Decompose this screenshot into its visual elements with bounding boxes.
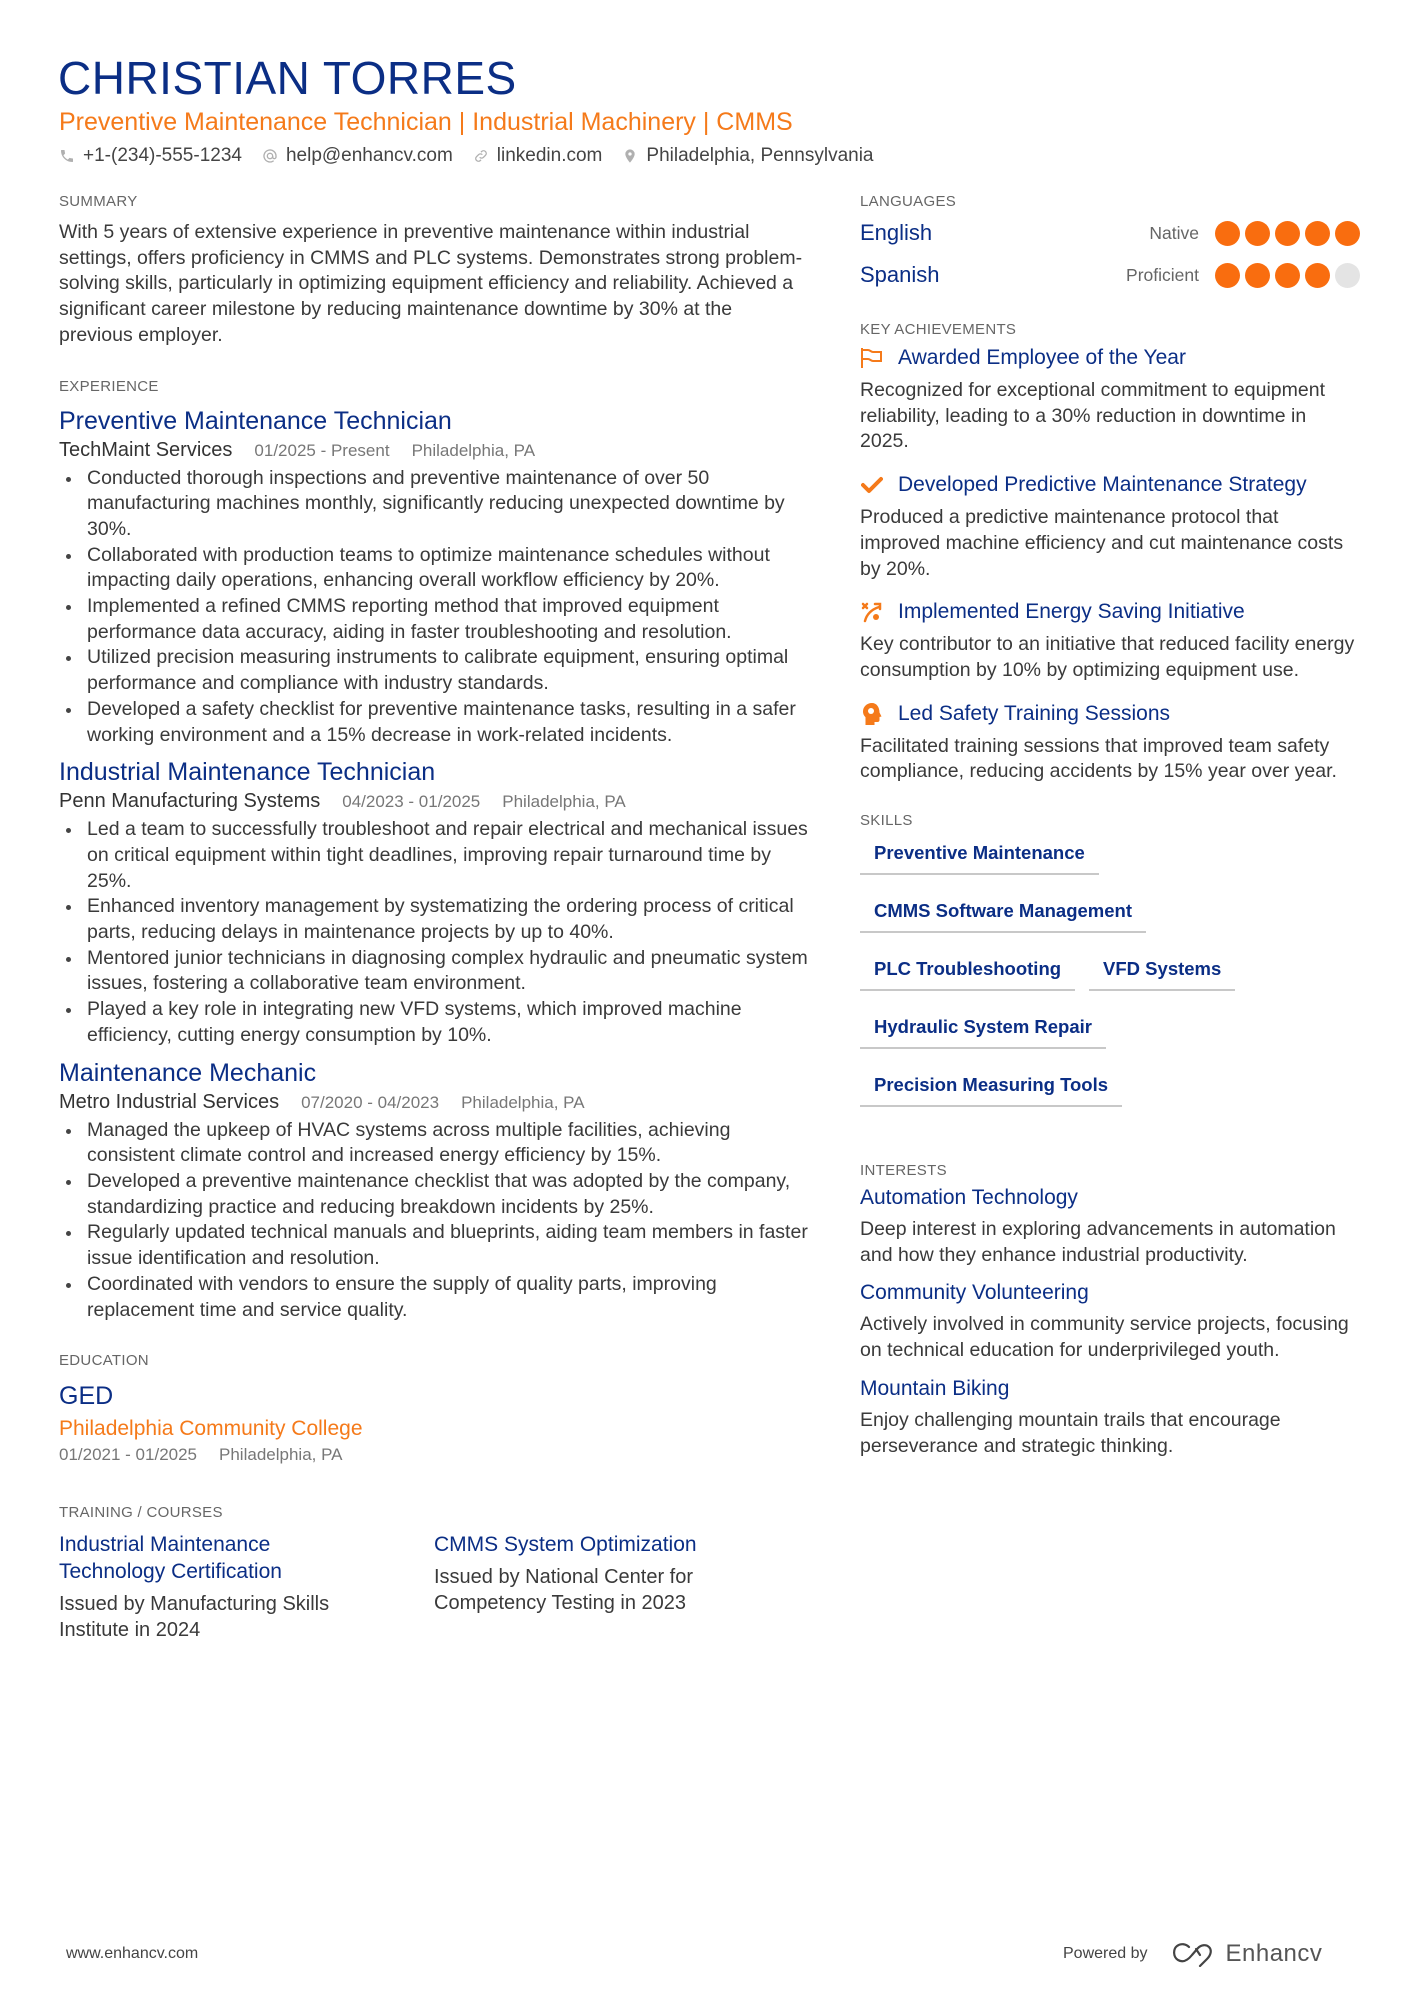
- rating-dot-filled: [1215, 221, 1240, 246]
- language-level: Native: [1149, 222, 1199, 243]
- footer-branding: [1063, 1940, 1322, 1968]
- right-column: [860, 192, 1360, 1469]
- interest-item: [860, 1183, 1360, 1268]
- link-icon: [473, 148, 489, 164]
- bullet-item: Collaborated with production teams to optimize maintenance schedules without impacting daily operations, enhancing overall workflow efficiency by 20%.: [59, 543, 809, 594]
- left-column: [59, 192, 809, 1643]
- language-name: Spanish: [860, 262, 940, 287]
- rating-dot-filled: [1335, 221, 1360, 246]
- bullet-item: Developed a preventive maintenance checklist that was adopted by the company, standardizing practice and reducing breakdown incidents by 25%.: [59, 1169, 809, 1220]
- language-item: [860, 254, 1360, 296]
- education-degree: GED: [59, 1382, 114, 1411]
- achievement-head: [860, 596, 1360, 628]
- section-title: KEY ACHIEVEMENTS: [860, 321, 1017, 338]
- course-item: [434, 1531, 809, 1643]
- bullet-item: Coordinated with vendors to ensure the supply of quality parts, improving replacement time and service quality.: [59, 1272, 809, 1323]
- skill-tag: CMMS Software Management: [860, 893, 1146, 933]
- section-title: EDUCATION: [59, 1352, 149, 1370]
- education-school: Philadelphia Community College: [59, 1417, 363, 1441]
- phone-text: +1-(234)-555-1234: [83, 145, 242, 166]
- job-entry: [59, 405, 809, 749]
- skill-tag: Preventive Maintenance: [860, 835, 1099, 875]
- language-name: English: [860, 220, 933, 245]
- training-section: [59, 1503, 809, 1643]
- contact-phone: [59, 143, 242, 169]
- bullet-item: Enhanced inventory management by systematizing the ordering process of critical parts, reducing delays in maintenance projects by up to 40%.: [59, 894, 809, 945]
- summary-text: With 5 years of extensive experience in preventive maintenance within industrial settings, offers proficiency in CMMS and PLC systems. Demonstrates strong problem-solving skills, particularly in optimizing equipment efficiency and reliability. Achieved a significant career milestone by reducing maintenance downtime by 30% at the previous employer.: [59, 221, 803, 346]
- email-text: help@enhancv.com: [285, 145, 453, 166]
- rating-dot-filled: [1245, 263, 1270, 288]
- achievement-title: Implemented Energy Saving Initiative: [898, 600, 1245, 624]
- bullet-item: Implemented a refined CMMS reporting method that improved equipment performance data accuracy, aiding in faster troubleshooting and resolution.: [59, 594, 809, 645]
- skill-tag: Precision Measuring Tools: [860, 1067, 1122, 1107]
- section-title: INTERESTS: [860, 1162, 947, 1180]
- bullet-item: Led a team to successfully troubleshoot and repair electrical and mechanical issues on critical equipment within tight deadlines, improving repair turnaround time by 25%.: [59, 817, 809, 894]
- job-dates: 07/2020 - 04/2023: [301, 1092, 440, 1112]
- job-entry: [59, 756, 809, 1048]
- interest-title: Community Volunteering: [860, 1281, 1089, 1305]
- course-title: Industrial Maintenance Technology Certification: [59, 1533, 282, 1584]
- course-item: [59, 1531, 434, 1643]
- candidate-name: CHRISTIAN TORRES: [58, 52, 517, 104]
- candidate-headline: Preventive Maintenance Technician | Industrial Machinery | CMMS: [59, 108, 793, 136]
- job-dates: 01/2025 - Present: [254, 440, 390, 460]
- job-bullets: [59, 1118, 809, 1324]
- job-bullets: [59, 817, 809, 1048]
- company-name: Metro Industrial Services: [59, 1090, 280, 1113]
- achievement-title: Awarded Employee of the Year: [898, 346, 1186, 369]
- language-rating: [1215, 221, 1360, 246]
- achievement-item: [860, 596, 1360, 683]
- bullet-item: Mentored junior technicians in diagnosing complex hydraulic and pneumatic system issues, fostering a collaborative team environment.: [59, 946, 809, 997]
- rating-dot-filled: [1215, 263, 1240, 288]
- head-idea-icon: [860, 702, 884, 726]
- flag-icon: [860, 346, 884, 370]
- job-bullets: [59, 466, 809, 749]
- rating-dot-empty: [1335, 263, 1360, 288]
- skills-section: [860, 811, 1360, 1125]
- skill-tag: VFD Systems: [1089, 951, 1235, 991]
- achievement-item: [860, 469, 1360, 582]
- section-title: SUMMARY: [59, 193, 138, 210]
- rating-dot-filled: [1275, 221, 1300, 246]
- languages-section: [860, 192, 1360, 296]
- experience-section: [59, 377, 809, 1324]
- achievement-head: [860, 698, 1360, 730]
- job-title: Maintenance Mechanic: [59, 1058, 317, 1087]
- skill-tag: PLC Troubleshooting: [860, 951, 1075, 991]
- achievement-title: Led Safety Training Sessions: [898, 701, 1170, 725]
- at-icon: [262, 148, 278, 164]
- job-location: Philadelphia, PA: [502, 792, 626, 812]
- checkmark-icon: [860, 473, 884, 497]
- education-dates: 01/2021 - 01/2025: [59, 1445, 198, 1465]
- job-location: Philadelphia, PA: [411, 440, 536, 460]
- contact-linkedin[interactable]: [473, 143, 603, 169]
- achievement-desc: Facilitated training sessions that improved team safety compliance, reducing accidents by 15% year over year.: [860, 734, 1337, 783]
- company-name: TechMaint Services: [59, 438, 233, 461]
- interests-section: [860, 1161, 1360, 1459]
- job-dates: 04/2023 - 01/2025: [342, 792, 481, 812]
- job-entry: [59, 1057, 809, 1324]
- enhancv-logo-icon: [1172, 1941, 1218, 1967]
- course-desc: Issued by National Center for Competency Testing in 2023: [434, 1566, 694, 1615]
- location-pin-icon: [622, 148, 638, 164]
- job-title: Preventive Maintenance Technician: [59, 406, 452, 435]
- interest-desc: Actively involved in community service projects, focusing on technical education for underprivileged youth.: [860, 1313, 1349, 1362]
- bullet-item: Developed a safety checklist for preventive maintenance tasks, resulting in a safer working environment and a 15% decrease in work-related incidents.: [59, 697, 809, 748]
- rating-dot-filled: [1245, 221, 1270, 246]
- rating-dot-filled: [1275, 263, 1300, 288]
- education-location: Philadelphia, PA: [219, 1445, 343, 1465]
- achievement-desc: Key contributor to an initiative that reduced facility energy consumption by 10% by optimizing equipment use.: [860, 633, 1355, 681]
- summary-section: [59, 192, 809, 349]
- job-meta: [59, 437, 809, 464]
- job-location: Philadelphia, PA: [461, 1092, 585, 1112]
- bullet-item: Conducted thorough inspections and preventive maintenance of over 50 manufacturing machines monthly, significantly reducing unexpected downtime by 30%.: [59, 466, 809, 543]
- education-meta: [59, 1443, 809, 1467]
- course-title: CMMS System Optimization: [434, 1533, 697, 1557]
- bullet-item: Regularly updated technical manuals and blueprints, aiding team members in faster issue identification and resolution.: [59, 1220, 809, 1271]
- skill-tag: Hydraulic System Repair: [860, 1009, 1106, 1049]
- rating-dot-filled: [1305, 221, 1330, 246]
- interest-desc: Deep interest in exploring advancements in automation and how they enhance industrial productivity.: [860, 1218, 1336, 1266]
- bullet-item: Utilized precision measuring instruments to calibrate equipment, ensuring optimal performance and compliance with industry standards.: [59, 645, 809, 696]
- courses-list: [59, 1531, 809, 1643]
- phone-icon: [59, 148, 75, 164]
- language-item: [860, 212, 1360, 254]
- achievement-head: [860, 469, 1360, 501]
- achievement-title: Developed Predictive Maintenance Strategy: [898, 473, 1307, 497]
- location-text: Philadelphia, Pennsylvania: [646, 145, 874, 166]
- interest-item: [860, 1278, 1360, 1363]
- brand-logo[interactable]: [1172, 1940, 1323, 1968]
- language-level: Proficient: [1126, 264, 1199, 285]
- contact-email[interactable]: [262, 143, 453, 169]
- company-name: Penn Manufacturing Systems: [59, 790, 321, 813]
- interest-desc: Enjoy challenging mountain trails that encourage perseverance and strategic thinking.: [860, 1408, 1281, 1457]
- rating-dot-filled: [1305, 263, 1330, 288]
- brand-name: Enhancv: [1225, 1940, 1323, 1967]
- section-title: LANGUAGES: [860, 193, 957, 210]
- achievements-section: [860, 320, 1360, 785]
- bullet-item: Played a key role in integrating new VFD systems, which improved machine efficiency, cutting energy consumption by 10%.: [59, 997, 809, 1048]
- education-section: [59, 1351, 809, 1467]
- contact-row: [59, 143, 874, 169]
- language-rating: [1215, 263, 1360, 288]
- achievement-head: [860, 342, 1360, 374]
- section-title: EXPERIENCE: [59, 377, 159, 395]
- bullet-item: Managed the upkeep of HVAC systems across multiple facilities, achieving consistent climate control and increased energy efficiency by 15%.: [59, 1118, 809, 1169]
- interest-title: Mountain Biking: [860, 1376, 1010, 1400]
- achievement-item: [860, 342, 1360, 455]
- achievement-desc: Recognized for exceptional commitment to equipment reliability, leading to a 30% reduction in downtime in 2025.: [860, 379, 1325, 453]
- skills-list: [860, 835, 1360, 1125]
- footer-website[interactable]: www.enhancv.com: [66, 1945, 199, 1962]
- linkedin-text: linkedin.com: [496, 145, 603, 166]
- achievement-desc: Produced a predictive maintenance protocol that improved machine efficiency and cut maintenance costs by 20%.: [860, 506, 1344, 580]
- job-title: Industrial Maintenance Technician: [59, 758, 436, 787]
- job-meta: [59, 1089, 809, 1116]
- contact-location: [622, 143, 873, 169]
- achievement-item: [860, 698, 1360, 785]
- job-meta: [59, 788, 809, 815]
- interest-title: Automation Technology: [860, 1186, 1078, 1210]
- course-desc: Issued by Manufacturing Skills Institute in 2024: [59, 1593, 330, 1642]
- powered-by-label: Powered by: [1063, 1945, 1148, 1962]
- section-title: TRAINING / COURSES: [59, 1504, 223, 1522]
- strategy-icon: [860, 600, 884, 624]
- interest-item: [860, 1374, 1360, 1459]
- section-title: SKILLS: [860, 812, 913, 830]
